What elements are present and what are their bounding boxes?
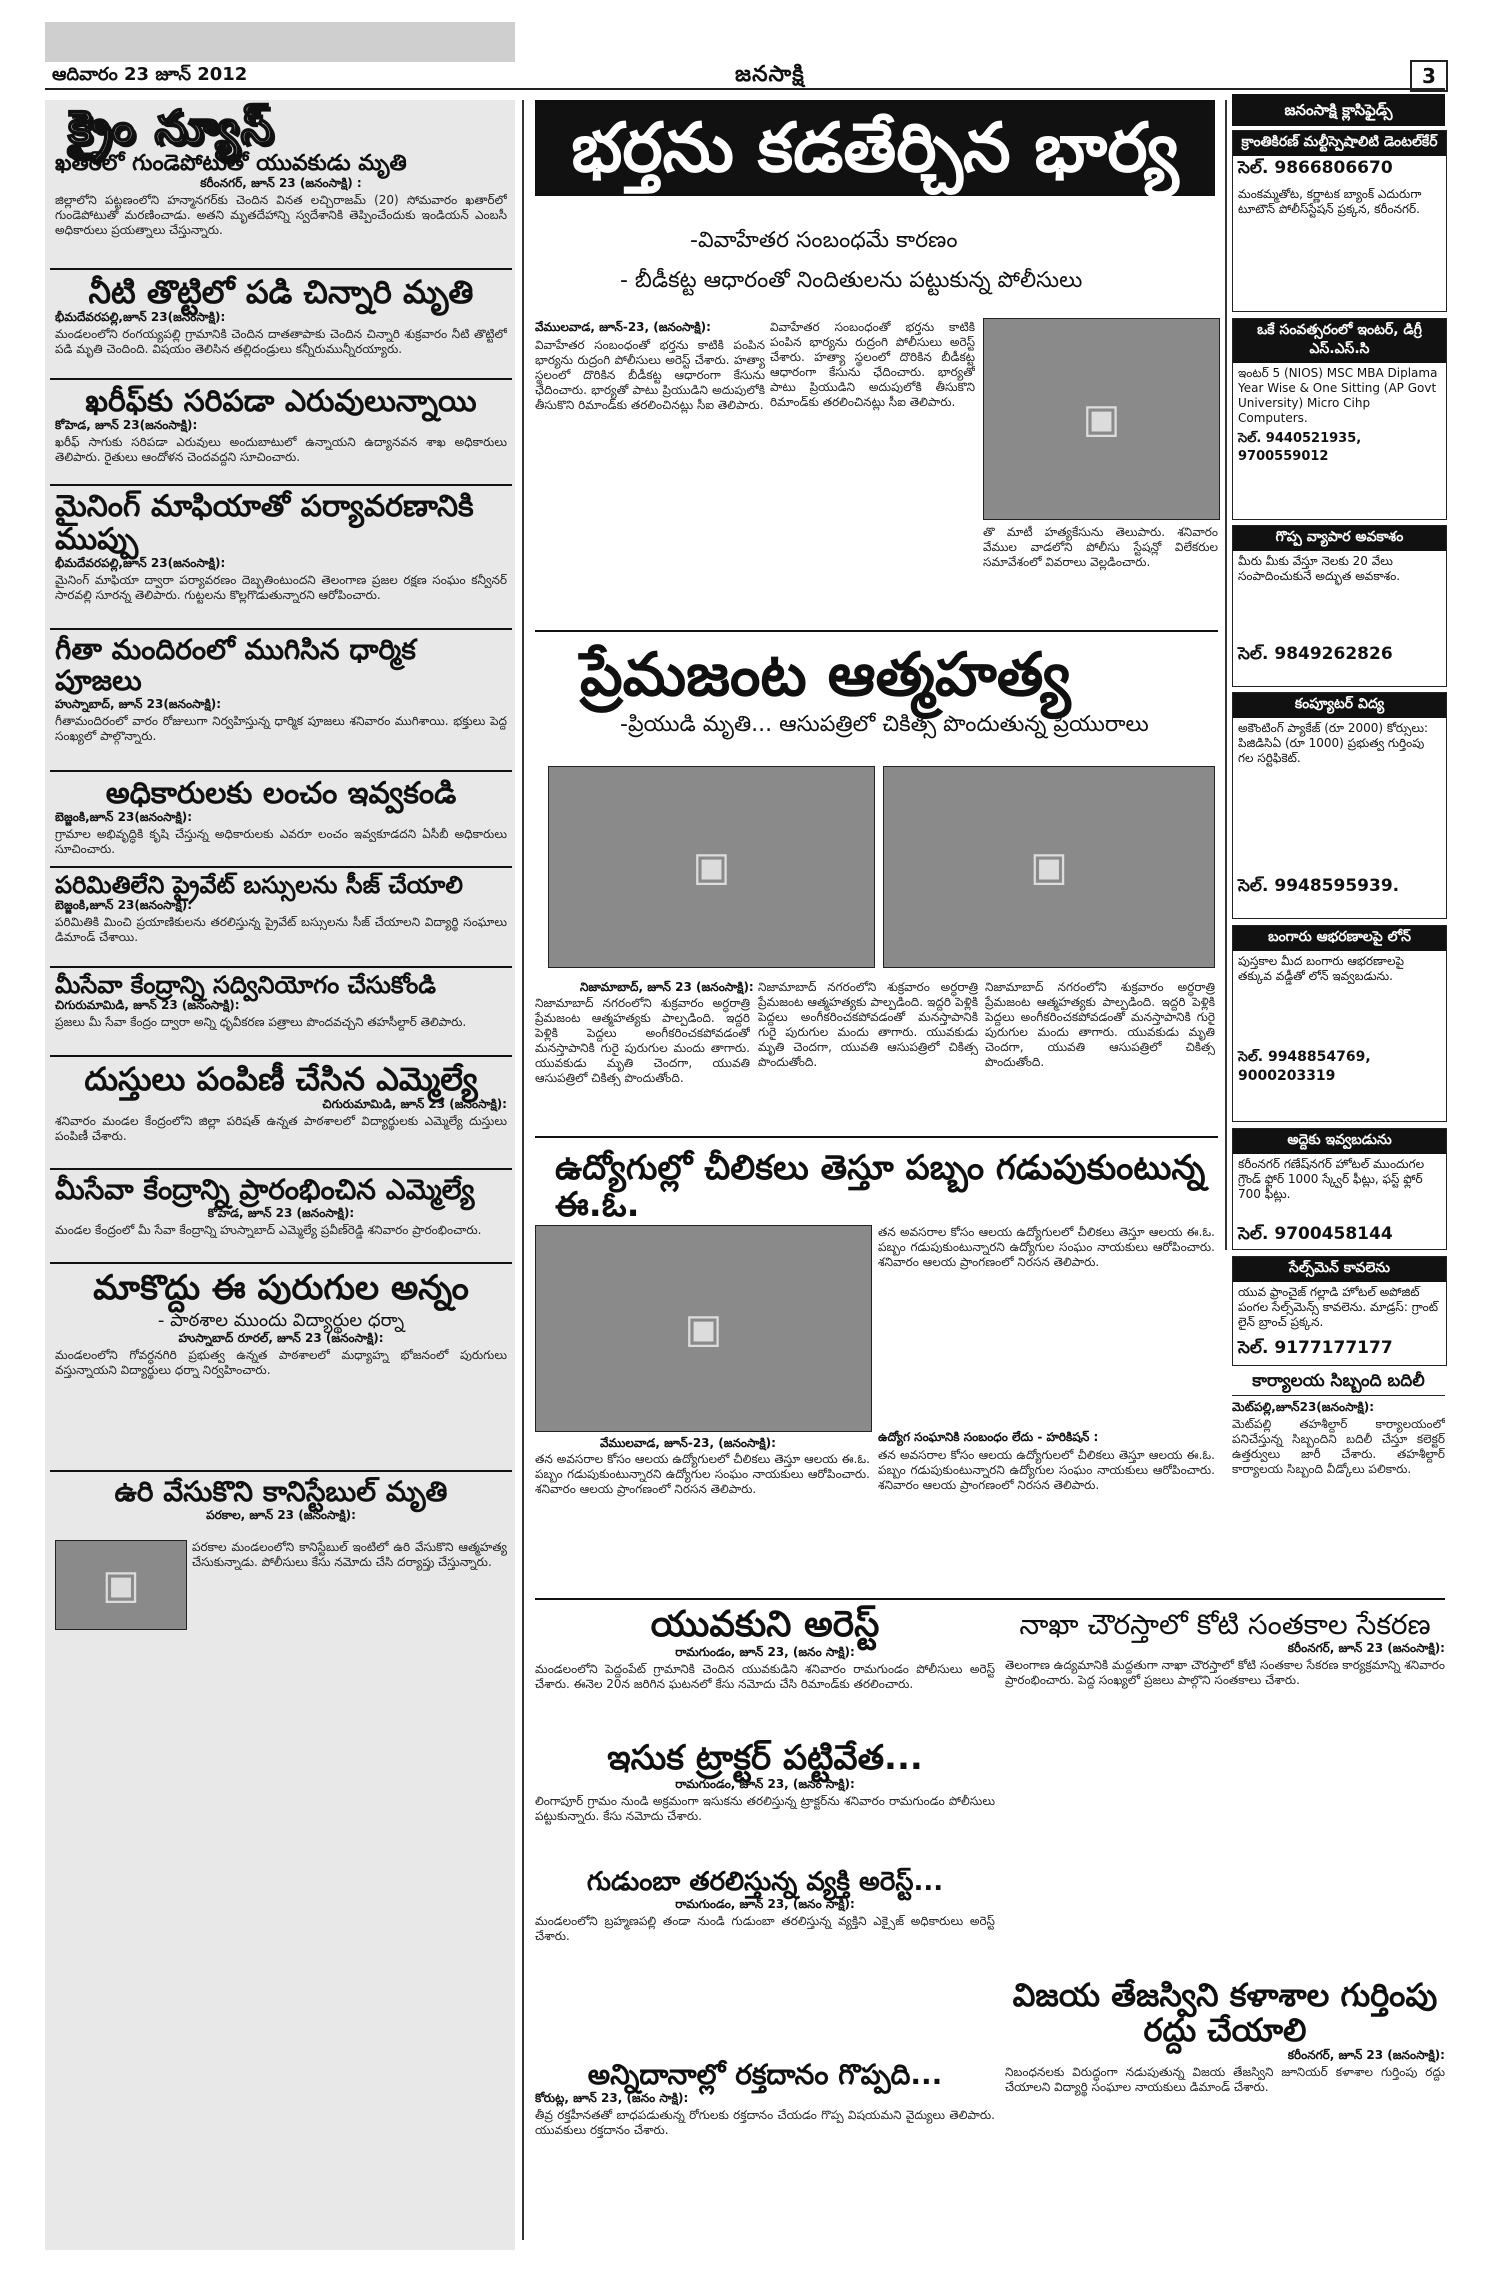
dateline: వేములవాడ, జూన్-23, (జనంసాక్షి): xyxy=(535,320,711,334)
story-body: మెట్‌పల్లి తహశీల్దార్ కార్యాలయంలో పనిచేస్తున్న సిబ్బందిని బదిలీ చేస్తూ కలెక్టర్ ఉత్తర్వులు జారీ చేశారు. తహశీల్దార్ కార్యాలయ సిబ్బంది వీడ్కోలు పలికారు. xyxy=(1232,1416,1445,1476)
story-body: లింగాపూర్ గ్రామం నుండి అక్రమంగా ఇసుకను తరలిస్తున్న ట్రాక్టర్‌ను శనివారం రామగుండం పోలీసులు పట్టుకున్నారు. కేసు నమోదు చేశారు. xyxy=(535,1794,995,1824)
dateline: రామగుండం, జూన్ 23, (జనం సాక్షి): xyxy=(675,1777,855,1792)
story-body: తన అవసరాల కోసం ఆలయ ఉద్యోగులలో చీలికలు తెస్తూ ఆలయ ఈ.ఓ. పబ్బం గడుపుకుంటున్నారని ఉద్యోగుల సంఘం నాయకులు ఆరోపించారు. శనివారం ఆలయ ప్రాంగణంలో నిరసన తెలిపారు. xyxy=(535,1452,870,1496)
story-body: వివాహేతర సంబంధంతో భర్తను కాటికి పంపిన భార్యను రుద్రంగి పోలీసులు అరెస్ట్ చేశారు. హత్యా స్థలంలో దొరికిన బీడీకట్ట ఆధారంగా కేసును ఛేదించారు. భార్యతో పాటు ప్రియుడిని అదుపులోకి తీసుకొని రిమాండ్‌కు తరలించినట్లు సీఐ తెలిపారు. xyxy=(535,338,765,412)
story-headline: యువకుని అరెస్ట్ xyxy=(650,1604,880,1645)
classifieds-header: జనంసాక్షి క్లాసిఫైడ్స్ xyxy=(1232,94,1445,126)
police-press-photo xyxy=(983,318,1220,520)
story-body-continued: నిజామాబాద్ నగరంలోని శుక్రవారం అర్ధరాత్రి ప్రేమజంట ఆత్మహత్యకు పాల్పడింది. ఇద్దరి పెళ్లికి పెద్దలు అంగీకరించకపోవడంతో మనస్తాపానికి గురై పురుగుల మందు తాగారు. యువకుడు మృతి చెందగా, యువతి ఆసుపత్రిలో చికిత్స పొందుతోంది. xyxy=(758,980,978,1069)
classified-phone: సెల్. 9700458144 xyxy=(1238,1224,1393,1244)
dateline: వేములవాడ, జూన్-23, (జనంసాక్షి): xyxy=(600,1436,776,1450)
story xyxy=(1005,1978,1445,2215)
classified-title: సేల్స్‌మెన్ కావలెను xyxy=(1233,1257,1446,1282)
classified-ad xyxy=(1232,692,1447,919)
dateline: బెజ్జంకి,జూన్ 23(జనంసాక్షి): xyxy=(55,810,192,824)
classified-text: మంకమ్మతోట, కర్ణాటక బ్యాంక్ ఎదురుగా టూటౌన్ పోలీస్‌స్టేషన్ ప్రక్కన, కరీంనగర్. xyxy=(1238,187,1422,216)
classified-title: బంగారు ఆభరణాలపై లోన్ xyxy=(1233,926,1446,951)
story xyxy=(535,2060,995,2203)
story-body: శనివారం మండల కేంద్రంలోని జిల్లా పరిషత్ ఉన్నత పాఠశాలలో విద్యార్థులకు ఎమ్మెల్యే దుస్తులు పంపిణీ చేశారు. xyxy=(55,1114,507,1144)
classified-text: మీరు మీకు వేస్తూ నెలకు 20 వేలు సంపాదించుకునే అద్భుత అవకాశం. xyxy=(1238,554,1401,583)
story-body: ఖరీఫ్ సాగుకు సరిపడా ఎరువులు అందుబాటులో ఉన్నాయని ఉద్యానవన శాఖ అధికారులు తెలిపారు. రైతులు ఆందోళన చెందవద్దని సూచించారు. xyxy=(55,435,507,464)
divider xyxy=(50,484,512,486)
divider xyxy=(50,966,512,968)
story-headline: మీసేవా కేంద్రాన్ని సద్వినియోగం చేసుకోండి xyxy=(55,971,437,999)
girl-hospital-photo xyxy=(548,766,875,968)
classified-phone: సెల్. 9177177177 xyxy=(1238,1338,1393,1358)
dateline: కరీంనగర్, జూన్ 23 (జనంసాక్షి): xyxy=(1287,1640,1445,1655)
story xyxy=(535,1740,995,1839)
divider xyxy=(50,866,512,868)
dateline: హుస్నాబాద్, జూన్ 23(జనంసాక్షి): xyxy=(55,696,222,711)
dateline: నిజామాబాద్, జూన్ 23 (జనంసాక్షి): xyxy=(580,980,754,994)
story-body: పరకాల మండలంలోని కానిస్టేబుల్ ఇంటిలో ఉరి వేసుకొని ఆత్మహత్య చేసుకున్నాడు. పోలీసులు కేసు నమోదు చేసి దర్యాప్తు చేస్తున్నారు. xyxy=(192,1540,507,1569)
classified-phone: సెల్. 9440521935, 9700559012 xyxy=(1238,431,1362,464)
classified-title: కంప్యూటర్ విద్య xyxy=(1233,693,1446,718)
masthead-brand: జనసాక్షి xyxy=(735,62,805,87)
photo-icon: ▣ xyxy=(1082,396,1121,442)
story xyxy=(55,385,507,495)
story xyxy=(535,1605,995,1720)
classified-title: అద్దెకు ఇవ్వబడును xyxy=(1233,1129,1446,1154)
classified-title: గొప్ప వ్యాపార అవకాశం xyxy=(1233,526,1446,551)
story-headline: విజయ తేజస్విని కళాశాల గుర్తింపు రద్దు చేయాలి xyxy=(1012,1976,1438,2050)
story-headline: గీతా మందిరంలో ముగిసిన ధార్మిక పూజలు xyxy=(55,633,416,697)
divider xyxy=(50,628,512,630)
issue-date: ఆదివారం 23 జూన్ 2012 xyxy=(52,64,248,85)
story xyxy=(55,152,507,268)
story-body: నిబంధనలకు విరుద్ధంగా నడుపుతున్న విజయ తేజస్విని జూనియర్ కళాశాల గుర్తింపు రద్దు చేయాలని విద్యార్థి సంఘాల నాయకులు డిమాండ్ చేశారు. xyxy=(1005,2065,1445,2095)
dateline: కరీంనగర్, జూన్ 23 (జనంసాక్షి) : xyxy=(200,176,362,191)
story-headline: అన్నిదానాల్లో రక్తదానం గొప్పది... xyxy=(587,2058,943,2091)
eo-headline: ఉద్యోగుల్లో చీలికలు తెస్తూ పబ్బం గడుపుకుంటున్న ఈ.ఓ. xyxy=(555,1148,1206,1226)
classified-text: అకౌంటింగ్ ప్యాకేజ్ (రూ 2000) కోర్సులు: పిజిడిసిఏ (రూ 1000) ప్రభుత్వ గుర్తింపు గల సర్టిఫికెట్. xyxy=(1238,721,1429,765)
story xyxy=(1232,1372,1445,1607)
divider xyxy=(50,268,512,270)
story-headline: ఖరీఫ్‌కు సరిపడా ఎరువులున్నాయి xyxy=(85,384,477,419)
story-body: మండలంలోని రంగయ్యపల్లి గ్రామానికి చెందిన దాతతాపాకు చెందిన చిన్నారి శుక్రవారం నీటి తొట్టిలో పడి మృతి చెందింది. విషయం తెలిసిన తల్లిదండ్రులు కన్నీరుమున్నీరయ్యారు. xyxy=(55,327,507,357)
story-headline: కార్యాలయ సిబ్బంది బదిలీ xyxy=(1232,1372,1445,1396)
story-body: మండలంలోని బ్రహ్మణపల్లి తండా నుండి గుడుంబా తరలిస్తున్న వ్యక్తిని ఎక్సైజ్ అధికారులు అరెస్ట్ చేశారు. xyxy=(535,1913,995,1943)
story-body: మండలంలోని గోవర్ధనగిరి ప్రభుత్వ ఉన్నత పాఠశాలలో మధ్యాహ్న భోజనంలో పురుగులు వస్తున్నాయని విద్యార్థులు ధర్నా నిర్వహించారు. xyxy=(55,1348,507,1378)
story xyxy=(55,972,507,1063)
divider xyxy=(50,378,512,380)
crime-news-logo: క్రైం న్యూస్ xyxy=(68,100,276,154)
prema-subheadline: -ప్రియుడి మృతి... ఆసుపత్రిలో చికిత్స పొందుతున్న ప్రియురాలు xyxy=(620,712,1149,737)
photo-icon: ▣ xyxy=(684,1305,723,1352)
story-body: గ్రామాల అభివృద్ధికి కృషి చేస్తున్న అధికారులకు ఎవరూ లంచం ఇవ్వకూడదని ఏసీబీ అధికారులు సూచించారు. xyxy=(55,827,507,856)
story-body-continued: నిజామాబాద్ నగరంలోని శుక్రవారం అర్ధరాత్రి ప్రేమజంట ఆత్మహత్యకు పాల్పడింది. ఇద్దరి పెళ్లికి పెద్దలు అంగీకరించకపోవడంతో మనస్తాపానికి గురై పురుగుల మందు తాగారు. యువకుడు మృతి చెందగా, యువతి ఆసుపత్రిలో చికిత్స పొందుతోంది. xyxy=(985,980,1215,1069)
divider xyxy=(50,1470,512,1472)
dateline: మెట్‌పల్లి,జూన్23(జనంసాక్షి): xyxy=(1232,1399,1374,1414)
story-headline: ఖతర్‌లో గుండెపోటుతో యువకుడు మృతి xyxy=(55,151,407,176)
story-headline: నీటి తొట్టిలో పడి చిన్నారి మృతి xyxy=(88,273,474,311)
story-headline: నాఖా చౌరస్తాలో కోటి సంతకాల సేకరణ xyxy=(1019,1608,1431,1641)
divider xyxy=(535,1136,1218,1138)
dateline: కరీంనగర్, జూన్ 23 (జనంసాక్షి): xyxy=(1287,2048,1445,2063)
story-headline: మైనింగ్ మాఫియాతో పర్యావరణానికి ముప్పు xyxy=(55,489,474,557)
classified-text: కరీంనగర్ గణేష్‌నగర్ హోటల్ ముందుగల గ్రౌండ్ ఫ్లోర్ 1000 స్క్వేర్ ఫీట్లు, ఫస్ట్ ఫ్లోర్ 700 ఫీట్లు. xyxy=(1238,1157,1425,1201)
dateline: భీమదేవరపల్లి,జూన్ 23(జనంసాక్షి): xyxy=(55,310,226,325)
divider xyxy=(50,1168,512,1170)
classified-text: పుస్తకాల మీద బంగారు ఆభరణాలపై తక్కువ వడ్డీతో లోన్ ఇవ్వబడును. xyxy=(1238,954,1405,983)
dateline: కోహెడ, జూన్ 23(జనంసాక్షి): xyxy=(55,418,198,432)
dateline: కోహెడ, జూన్ 23 (జనంసాక్షి): xyxy=(207,1205,355,1220)
story xyxy=(55,872,507,975)
classified-text: ఇంటర్ 5 (NIOS) MSC MBA Diplama Year Wise & One Sitting (AP Govt University) Micro Cihp Computers. xyxy=(1238,366,1438,425)
classified-title: క్రాంతికిరణ్ మల్టీస్పెషాలిటి డెంటల్‌కేర్ xyxy=(1233,131,1446,156)
story-headline: ఇసుక ట్రాక్టర్ పట్టివేత... xyxy=(607,1738,923,1778)
main-subheadline: - బీడీకట్ట ఆధారంతో నిందితులను పట్టుకున్న పోలీసులు xyxy=(620,268,1083,293)
story-subheadline: - పాఠశాల ముందు విద్యార్థుల ధర్నా xyxy=(157,1310,405,1332)
story-body-continued: తన అవసరాల కోసం ఆలయ ఉద్యోగులలో చీలికలు తెస్తూ ఆలయ ఈ.ఓ. పబ్బం గడుపుకుంటున్నారని ఉద్యోగుల సంఘం నాయకులు ఆరోపించారు. శనివారం ఆలయ ప్రాంగణంలో నిరసన తెలిపారు. xyxy=(878,1448,1215,1492)
story-body: గీతామందిరంలో వారం రోజులుగా నిర్వహిస్తున్న ధార్మిక పూజలు శనివారం ముగిశాయి. భక్తులు పెద్ద సంఖ్యలో పాల్గొన్నారు. xyxy=(55,713,507,743)
classified-phone: సెల్. 9849262826 xyxy=(1238,644,1393,664)
divider xyxy=(50,1055,512,1057)
photo-icon: ▣ xyxy=(692,844,731,890)
header-band xyxy=(45,22,515,62)
main-subheadline: -వివాహేతర సంబంధమే కారణం xyxy=(690,228,958,253)
classified-ad xyxy=(1232,318,1447,520)
story xyxy=(55,1270,507,1438)
classified-phone: సెల్. 9948854769, 9000203319 xyxy=(1238,1049,1371,1084)
employees-photo xyxy=(535,1225,872,1432)
story-body: జిల్లాలోని పట్టణంలోని హన్మానగర్‌కు చెందిన వినత లచ్చిరాజమ్ (20) సోమవారం ఖతార్‌లో గుండెపోటుతో మరణించాడు. అతని మృతదేహాన్ని స్వదేశానికి తెప్పించేందుకు ఇండియన్ ఎంబసీ అధికారులు ప్రయత్నాలు చేస్తున్నారు. xyxy=(55,193,507,238)
classified-ad xyxy=(1232,525,1447,687)
story-body: ప్రజలు మీ సేవా కేంద్రం ద్వారా అన్ని ధృవీకరణ పత్రాలు పొందవచ్చని తహసీల్దార్ తెలిపారు. xyxy=(55,1015,467,1030)
story xyxy=(55,777,507,875)
story-headline: గుడుంబా తరలిస్తున్న వ్యక్తి అరెస్ట్... xyxy=(586,1867,944,1897)
story xyxy=(55,1477,507,1525)
dateline: రామగుండం, జూన్ 23, (జనం సాక్షి): xyxy=(675,1644,855,1659)
classified-phone: సెల్. 9948595939. xyxy=(1238,876,1400,896)
story xyxy=(1005,1610,1445,1963)
dateline: రామగుండం, జూన్ 23, (జనం సాక్షి): xyxy=(675,1896,855,1911)
dateline: చిగురుమామిడి, జూన్ 23 (జనంసాక్షి): xyxy=(322,1097,507,1112)
main-headline: భర్తను కడతేర్చిన భార్య xyxy=(535,100,1215,196)
classified-ad xyxy=(1232,1128,1447,1250)
dateline: బెజ్జంకి,జూన్ 23(జనంసాక్షి): xyxy=(55,898,192,913)
dateline: భీమదేవరపల్లి,జూన్ 23(జనంసాక్షి): xyxy=(55,556,226,570)
boy-photo xyxy=(883,766,1215,968)
prema-headline: ప్రేమజంట ఆత్మహత్య xyxy=(580,640,1071,710)
story-body: మైనింగ్ మాఫియా ద్వారా పర్యావరణం దెబ్బతింటుందని తెలంగాణ ప్రజల రక్షణ సంఘం కన్వీనర్ సారవల్లి సూరన్న తెలిపారు. గుట్టలను కొల్లగొడుతున్నారని ఆరోపించారు. xyxy=(55,573,507,602)
photo-icon: ▣ xyxy=(1030,844,1068,890)
story-headline: దుస్తులు పంపిణీ చేసిన ఎమ్మెల్యే xyxy=(84,1060,478,1098)
divider xyxy=(50,770,512,772)
story-headline: ఉరి వేసుకొని కానిస్టేబుల్ మృతి xyxy=(114,1475,448,1508)
story-body: మండలంలోని పెద్దంపేట్ గ్రామానికి చెందిన యువకుడిని శనివారం రామగుండం పోలీసులు అరెస్ట్ చేశారు. ఈనెల 20న జరిగిన ఘటనలో కేసు నమోదు చేసి రిమాండ్‌కు తరలించారు. xyxy=(535,1661,995,1691)
story-headline: మీసేవా కేంద్రాన్ని ప్రారంభించిన ఎమ్మెల్యే xyxy=(55,1173,475,1206)
dateline: హుస్నాబాద్ రూరల్, జూన్ 23 (జనంసాక్షి): xyxy=(178,1331,384,1346)
column-divider xyxy=(522,100,524,2240)
page-number: 3 xyxy=(1410,60,1448,92)
dateline: కోరుట్ల, జూన్ 23, (జనం సాక్షి): xyxy=(535,2090,689,2105)
photo-icon: ▣ xyxy=(102,1562,140,1608)
classified-phone: సెల్. 9866806670 xyxy=(1238,158,1393,178)
dateline: పరకాల, జూన్ 23 (జనంసాక్షి): xyxy=(206,1507,356,1522)
story xyxy=(55,1175,507,1271)
classified-text: యువ ఫ్రాంచైజ్ గల్లాడి హోటల్ అపోజిట్ పంగల సేల్స్‌మెన్స్ కావలెను. మాడ్రస్: గ్రాంట్ లైన్ బ్రాంచ్ ప్రక్కన. xyxy=(1238,1285,1438,1329)
classified-ad xyxy=(1232,130,1447,312)
photo-caption: తొ మాటీ హత్యకేసును తెలుపారు. శనివారం వేముల వాడలోని పోలీసు స్టేషన్లో విలేకరుల సమావేశంలో వివరాలు వెల్లడించారు. xyxy=(983,525,1218,569)
divider xyxy=(535,630,1218,632)
story xyxy=(55,1062,507,1176)
story-body: మండల కేంద్రంలో మీ సేవా కేంద్రాన్ని హుస్నాబాద్ ఎమ్మెల్యే ప్రవీణ్‌రెడ్డి శనివారం ప్రారంభించారు. xyxy=(55,1222,482,1237)
story-headline: అధికారులకు లంచం ఇవ్వకండి xyxy=(105,776,457,811)
story-headline: పరిమితిలేని ప్రైవేట్ బస్సులను సీజ్ చేయాలి xyxy=(55,871,463,899)
column-divider xyxy=(1225,100,1227,1250)
story-body: నిజామాబాద్ నగరంలోని శుక్రవారం అర్ధరాత్రి ప్రేమజంట ఆత్మహత్యకు పాల్పడింది. ఇద్దరి పెళ్లికి పెద్దలు అంగీకరించకపోవడంతో మనస్తాపానికి గురై పురుగుల మందు తాగారు. యువకుడు మృతి చెందగా, యువతి ఆసుపత్రిలో చికిత్స పొందుతోంది. xyxy=(535,996,750,1085)
dateline: చిగురుమామిడి, జూన్ 23 (జనంసాక్షి): xyxy=(55,998,240,1013)
story-body: తీవ్ర రక్తహీనతతో బాధపడుతున్న రోగులకు రక్తదానం చేయడం గొప్ప విషయమని వైద్యులు తెలిపారు. యువకులు రక్తదానం చేశారు. xyxy=(535,2107,995,2137)
story-body: పరిమితికి మించి ప్రయాణికులను తరలిస్తున్న ప్రైవేట్ బస్సులను సీజ్ చేయాలని విద్యార్థి సంఘాలు డిమాండ్ చేశాయి. xyxy=(55,915,507,945)
classified-title: ఒకే సంవత్సరంలో ఇంటర్, డిగ్రీ ఎస్.ఎస్.సి xyxy=(1233,319,1446,363)
story-headline: మాకొద్దు ఈ పురుగుల అన్నం xyxy=(93,1268,469,1308)
divider xyxy=(50,1262,512,1264)
story xyxy=(535,1868,995,2019)
constable-photo xyxy=(55,1540,187,1630)
story-body: తెలంగాణ ఉద్యమానికి మద్దతుగా నాఖా చౌరస్తాలో కోటి సంతకాల సేకరణ కార్యక్రమాన్ని శనివారం ప్రారంభించారు. పెద్ద సంఖ్యలో ప్రజలు పాల్గొని సంతకాలు చేశారు. xyxy=(1005,1657,1445,1687)
subhead: ఉద్యోగ సంఘానికి సంబంధం లేదు - హరికిషన్ : xyxy=(878,1430,1099,1444)
classified-ad xyxy=(1232,925,1447,1122)
story-body-continued: తన అవసరాల కోసం ఆలయ ఉద్యోగులలో చీలికలు తెస్తూ ఆలయ ఈ.ఓ. పబ్బం గడుపుకుంటున్నారని ఉద్యోగుల సంఘం నాయకులు ఆరోపించారు. శనివారం ఆలయ ప్రాంగణంలో నిరసన తెలిపారు. xyxy=(878,1225,1215,1269)
story xyxy=(55,275,507,389)
story-body-continued: వివాహేతర సంబంధంతో భర్తను కాటికి పంపిన భార్యను రుద్రంగి పోలీసులు అరెస్ట్ చేశారు. హత్యా స్థలంలో దొరికిన బీడీకట్ట ఆధారంగా కేసును ఛేదించారు. భార్యతో పాటు ప్రియుడిని అదుపులోకి తీసుకొని రిమాండ్‌కు తరలించినట్లు సీఐ తెలిపారు. xyxy=(770,320,975,409)
classified-ad xyxy=(1232,1256,1447,1366)
